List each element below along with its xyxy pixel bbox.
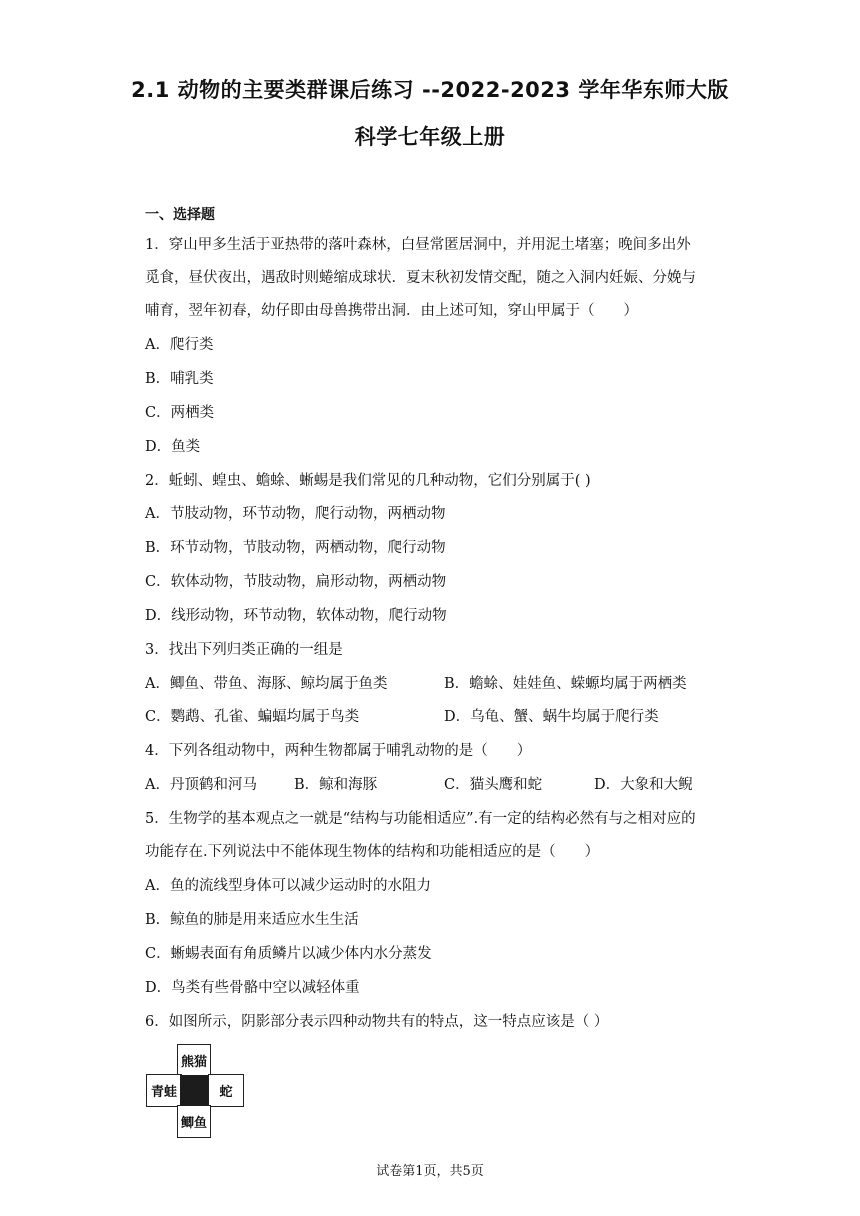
q2-option-d: D．线形动物，环节动物，软体动物，爬行动物 — [145, 608, 447, 624]
q3-option-b: B．蟾蜍、娃娃鱼、蝾螈均属于两栖类 — [444, 676, 687, 692]
q5-stem-line1: 5．生物学的基本观点之一就是“结构与功能相适应”.有一定的结构必然有与之相对应的 — [145, 811, 696, 827]
q1-stem-line2: 觅食，昼伏夜出，遇敌时则蜷缩成球状．夏末秋初发情交配，随之入洞内妊娠、分娩与 — [145, 270, 696, 286]
q2-option-c: C．软体动物，节肢动物，扁形动物，两栖动物 — [145, 574, 447, 590]
q1-option-c: C．两栖类 — [145, 405, 215, 421]
q5-option-a: A．鱼的流线型身体可以减少运动时的水阻力 — [145, 878, 431, 894]
q3-option-c: C．鹦鹉、孔雀、蝙蝠均属于鸟类 — [145, 709, 360, 725]
q5-stem-line2: 功能存在.下列说法中不能体现生物体的结构和功能相适应的是（ ） — [145, 844, 600, 860]
q1-option-a: A．爬行类 — [145, 337, 214, 353]
q5-option-b: B．鲸鱼的肺是用来适应水生生活 — [145, 912, 359, 928]
section-heading: 一、选择题 — [145, 207, 215, 223]
document-title-line2: 科学七年级上册 — [354, 125, 506, 149]
q2-stem: 2．蚯蚓、蝗虫、蟾蜍、蜥蜴是我们常见的几种动物，它们分别属于( ) — [145, 473, 591, 489]
q3-option-a: A．鲫鱼、带鱼、海豚、鲸均属于鱼类 — [145, 676, 388, 692]
q1-option-d: D．鱼类 — [145, 439, 201, 455]
q4-stem: 4．下列各组动物中，两种生物都属于哺乳动物的是（ ） — [145, 743, 532, 759]
q4-option-c: C．猫头鹰和蛇 — [444, 777, 543, 793]
figure-label-panda: 熊猫 — [177, 1044, 211, 1077]
q3-stem: 3．找出下列归类正确的一组是 — [145, 642, 343, 658]
q3-option-d: D．乌龟、蟹、蜗牛均属于爬行类 — [444, 709, 659, 725]
figure-label-crucian-carp: 鲫鱼 — [177, 1105, 211, 1138]
q1-option-b: B．哺乳类 — [145, 371, 214, 387]
q5-option-c: C．蜥蜴表面有角质鳞片以减少体内水分蒸发 — [145, 946, 432, 962]
q1-stem-line1: 1．穿山甲多生活于亚热带的落叶森林，白昼常匿居洞中，并用泥土堵塞；晚间多出外 — [145, 237, 691, 253]
figure-label-frog: 青蛙 — [146, 1074, 182, 1107]
q6-venn-figure — [146, 1044, 246, 1140]
q2-option-a: A．节肢动物，环节动物，爬行动物，两栖动物 — [145, 506, 446, 522]
figure-shaded-overlap — [180, 1075, 208, 1106]
q4-option-a: A．丹顶鹤和河马 — [145, 777, 257, 793]
q6-stem: 6．如图所示，阴影部分表示四种动物共有的特点，这一特点应该是（ ） — [145, 1014, 609, 1030]
q5-option-d: D．鸟类有些骨骼中空以减轻体重 — [145, 980, 360, 996]
q1-stem-line3: 哺育，翌年初春，幼仔即由母兽携带出洞．由上述可知，穿山甲属于（ ） — [145, 303, 638, 319]
q4-option-d: D．大象和大鲵 — [594, 777, 693, 793]
q2-option-b: B．环节动物，节肢动物，两栖动物，爬行动物 — [145, 540, 446, 556]
figure-label-snake: 蛇 — [208, 1074, 244, 1107]
page-footer: 试卷第1页，共5页 — [376, 1164, 484, 1179]
document-title-line1: 2.1 动物的主要类群课后练习 --2022-2023 学年华东师大版 — [131, 78, 729, 102]
q4-option-b: B．鲸和海豚 — [294, 777, 378, 793]
